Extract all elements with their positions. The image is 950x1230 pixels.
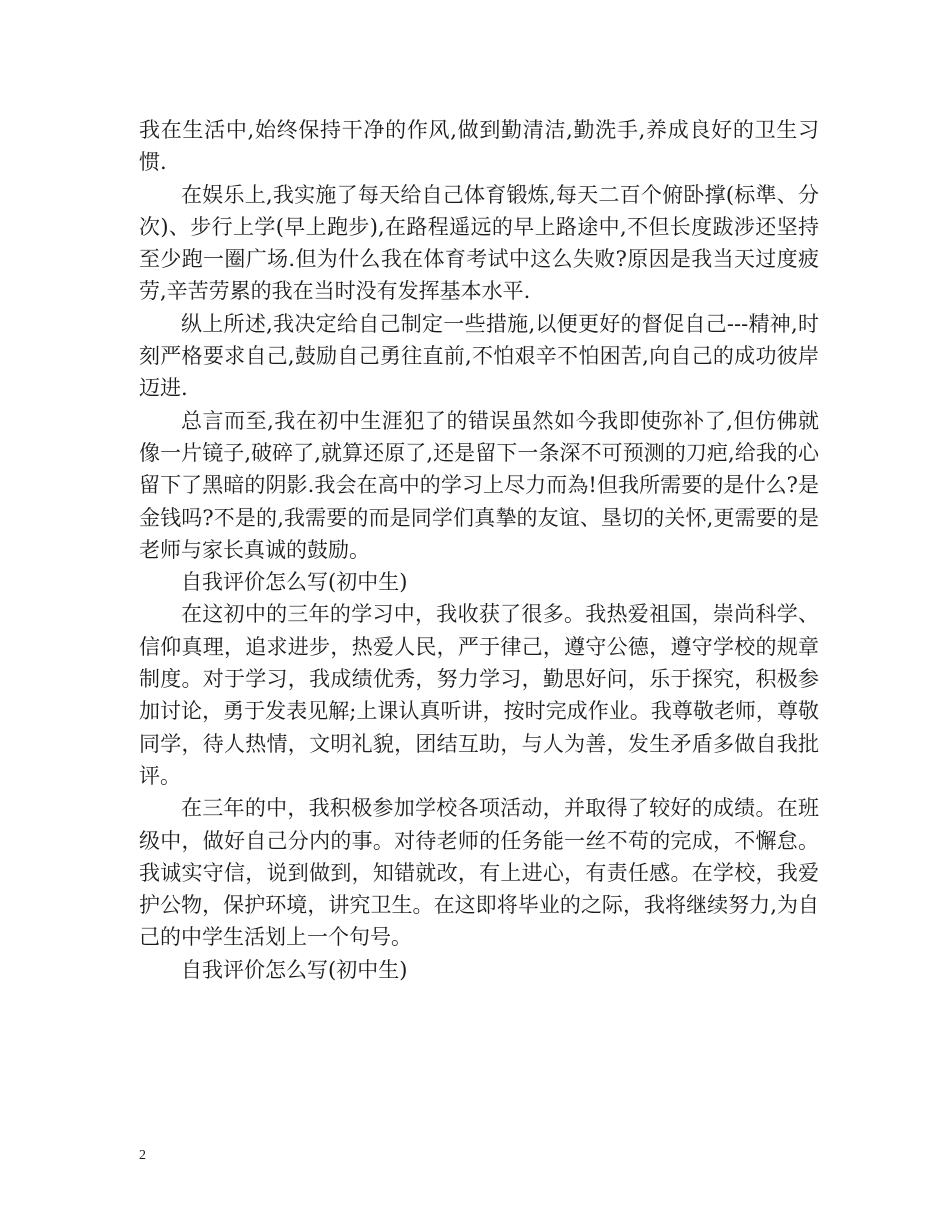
page-number: 2 xyxy=(139,1148,146,1163)
paragraph-exercise: 在娱乐上,我实施了每天给自己体育锻炼,每天二百个俯卧撑(标準、分次)、步行上学(早上跑步),在路程遥远的早上路途中,不但长度跋涉还坚持至少跑一圈广场.但为什么我在体育考试中这么失败?原因是我当天过度疲劳,辛苦劳累的我在当时没有发挥基本水平. xyxy=(139,182,819,304)
paragraph-activities: 在三年的中，我积极参加学校各项活动，并取得了较好的成绩。在班级中，做好自己分内的事。对待老师的任务能一丝不苟的完成，不懈怠。我诚实守信，说到做到，知错就改，有上进心，有责任感。在学校，我爱护公物，保护环境，讲究卫生。在这即将毕业的之际，我将继续努力,为自己的中学生活划上一个句号。 xyxy=(139,796,819,950)
paragraph-measures: 纵上所述,我决定给自己制定一些措施,以便更好的督促自己---精神,时刻严格要求自己,鼓励自己勇往直前,不怕艰辛不怕困苦,向自己的成功彼岸迈进. xyxy=(139,311,819,401)
paragraph-study: 在这初中的三年的学习中，我收获了很多。我热爱祖国，崇尚科学、信仰真理，追求进步，热爱人民，严于律己，遵守公德，遵守学校的规章制度。对于学习，我成绩优秀，努力学习，勤思好问，乐于探究，积极参加讨论，勇于发表见解;上课认真听讲，按时完成作业。我尊敬老师，尊敬同学，待人热情，文明礼貌，团结互助，与人为善，发生矛盾多做自我批评。 xyxy=(139,602,819,788)
section-heading: 自我评价怎么写(初中生) xyxy=(181,570,408,595)
paragraph-hygiene: 我在生活中,始终保持干净的作风,做到勤清洁,勤洗手,养成良好的卫生习惯. xyxy=(139,118,819,175)
paragraph-summary: 总言而至,我在初中生涯犯了的错误虽然如今我即使弥补了,但仿佛就像一片镜子,破碎了,就算还原了,还是留下一条深不可预测的刀疤,给我的心留下了黑暗的阴影.我会在高中的学习上尽力而為!但我所需要的是什么?是金钱吗?不是的,我需要的而是同学们真摯的友谊、垦切的关怀,更需要的是老师与家长真诚的鼓励。 xyxy=(139,408,819,562)
document-body xyxy=(139,114,819,986)
section-heading-repeat: 自我评价怎么写(初中生) xyxy=(181,957,408,982)
